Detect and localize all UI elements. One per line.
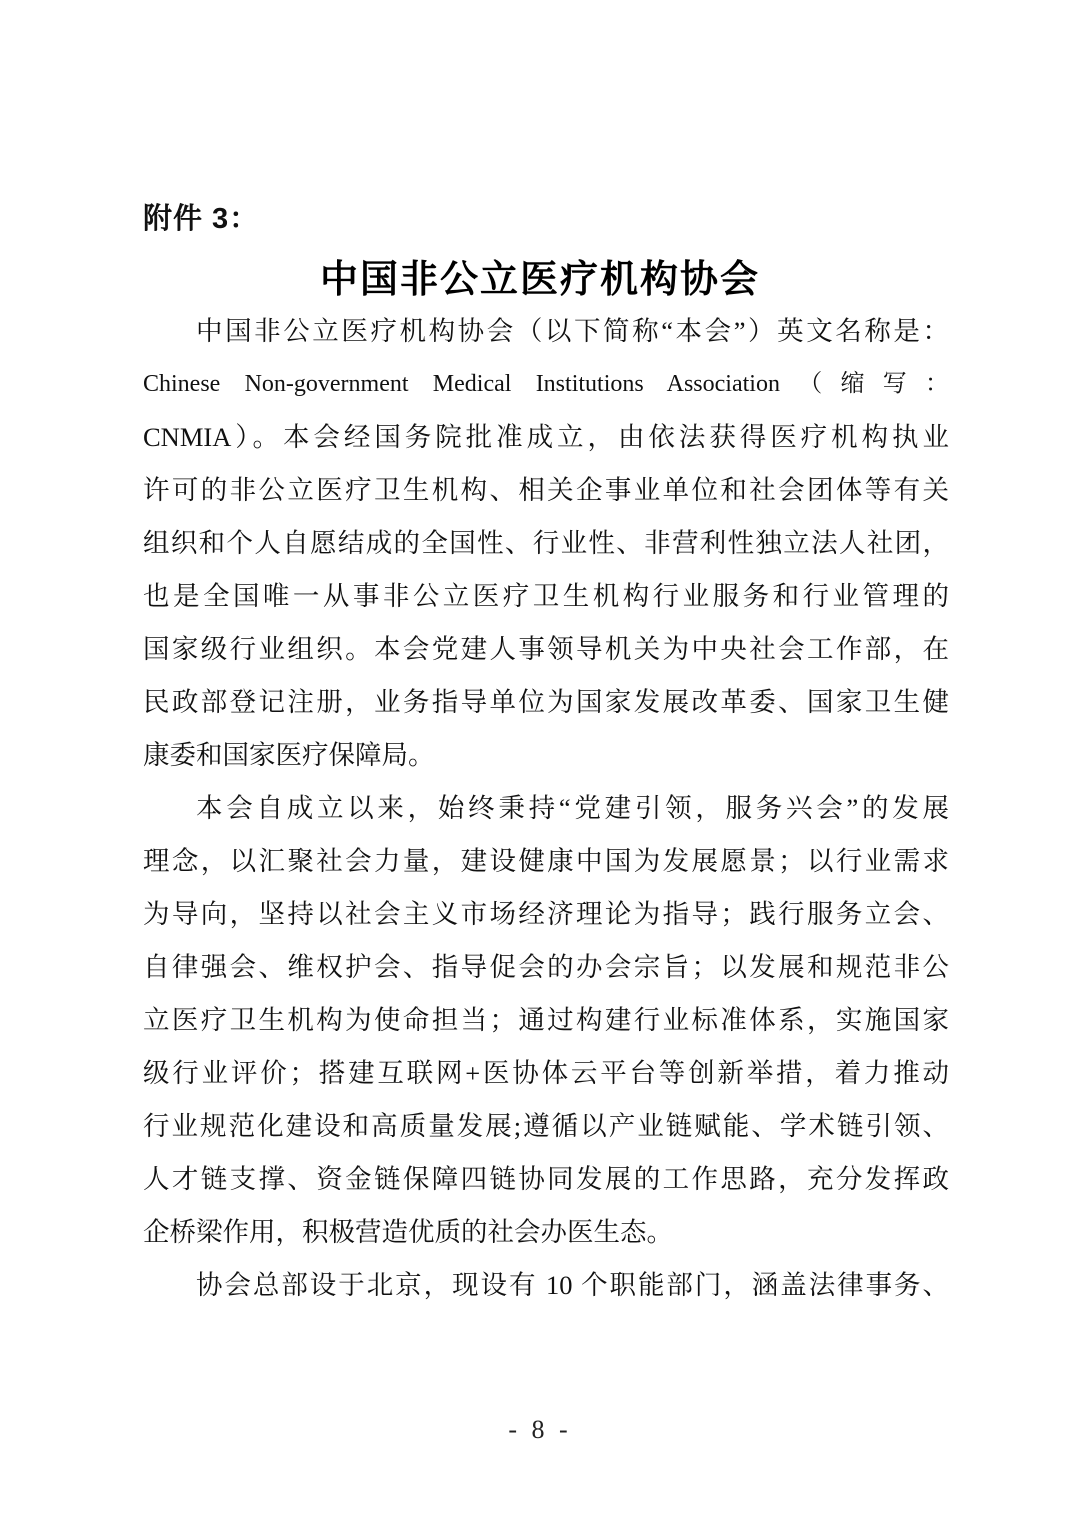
text-line: 民政部登记注册，业务指导单位为国家发展改革委、国家卫生健 [143, 687, 949, 717]
text-line: Chinese Non-government Medical Institutions Association（缩写： [143, 371, 949, 397]
text-line: 也是全国唯一从事非公立医疗卫生机构行业服务和行业管理的 [143, 581, 949, 611]
document-body [143, 305, 949, 1312]
text-line: 本会自成立以来，始终秉持“党建引领，服务兴会”的发展 [196, 793, 949, 823]
text-line: 为导向，坚持以社会主义市场经济理论为指导；践行服务立会、 [143, 899, 949, 929]
text-line: 中国非公立医疗机构协会（以下简称“本会”）英文名称是： [196, 316, 949, 346]
page-number: - 8 - [508, 1415, 572, 1444]
document-title: 中国非公立医疗机构协会 [319, 259, 760, 301]
text-line: 国家级行业组织。本会党建人事领导机关为中央社会工作部，在 [143, 634, 949, 664]
text-line: 理念，以汇聚社会力量，建设健康中国为发展愿景；以行业需求 [143, 846, 949, 876]
text-line: 企桥梁作用，积极营造优质的社会办医生态。 [143, 1217, 673, 1247]
text-line: 人才链支撑、资金链保障四链协同发展的工作思路，充分发挥政 [143, 1164, 949, 1194]
text-line: 协会总部设于北京，现设有 10 个职能部门，涵盖法律事务、 [196, 1270, 949, 1300]
text-line: 康委和国家医疗保障局。 [143, 740, 435, 770]
text-line: 自律强会、维权护会、指导促会的办会宗旨；以发展和规范非公 [143, 952, 949, 982]
text-line: CNMIA）。本会经国务院批准成立，由依法获得医疗机构执业 [143, 422, 949, 452]
text-line: 行业规范化建设和高质量发展;遵循以产业链赋能、学术链引领、 [143, 1111, 949, 1141]
text-line: 立医疗卫生机构为使命担当；通过构建行业标准体系，实施国家 [143, 1005, 949, 1035]
text-line: 级行业评价；搭建互联网+医协体云平台等创新举措，着力推动 [143, 1058, 949, 1088]
attachment-label: 附件 3： [143, 203, 260, 235]
text-line: 许可的非公立医疗卫生机构、相关企事业单位和社会团体等有关 [143, 475, 949, 505]
text-line: 组织和个人自愿结成的全国性、行业性、非营利性独立法人社团， [143, 528, 949, 558]
